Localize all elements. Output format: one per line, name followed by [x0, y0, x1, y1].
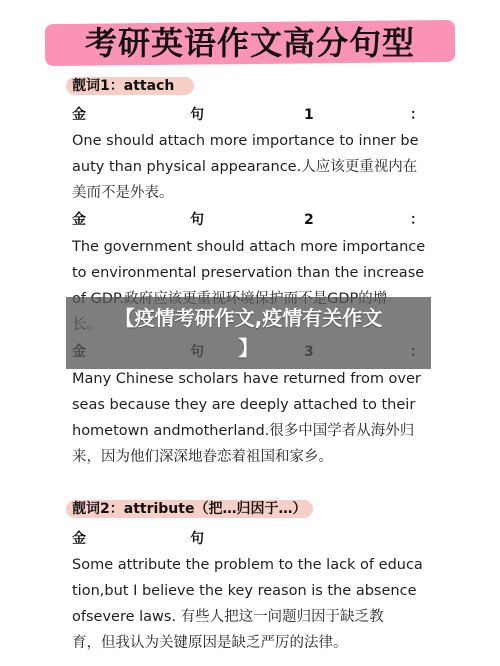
overlay-line: 【疫情考研作文,疫情有关作文	[114, 306, 383, 330]
section-heading-attribute	[72, 497, 306, 521]
label-char: 金	[72, 212, 86, 228]
label-char: 句	[190, 107, 204, 123]
text-line: seas because they are deeply attached to their	[72, 397, 416, 413]
label-colon: ：	[410, 107, 424, 123]
label-char: 句	[190, 531, 204, 547]
page-title: 考研英语作文高分句型	[84, 24, 415, 62]
label-char: 金	[72, 107, 86, 123]
label-colon: ：	[410, 212, 424, 228]
text-line: 美而不是外表。	[72, 185, 174, 201]
text-line: 育，但我认为关键原因是缺乏严厉的法律。	[72, 635, 348, 651]
text-line: Many Chinese scholars have returned from over	[72, 371, 421, 387]
sentence-text	[72, 128, 432, 206]
text-line: auty than physical appearance.人应该更重视内在	[72, 159, 418, 175]
section-heading-attach	[72, 74, 174, 98]
section-heading-text: 靓词2：attribute（把…归因于…）	[72, 501, 307, 517]
label-char: 句	[190, 212, 204, 228]
label-char: 金	[72, 531, 86, 547]
text-line: ofsevere laws. 有些人把这一问题归因于缺乏教	[72, 609, 384, 625]
label-number: 1	[304, 107, 314, 123]
sentence-text	[72, 366, 432, 470]
text-line: One should attach more importance to inner be	[72, 133, 419, 149]
text-line: Some attribute the problem to the lack of educa	[72, 557, 423, 573]
overlay-line: 】	[238, 336, 259, 360]
label-number: 2	[304, 212, 314, 228]
article-title-overlay	[66, 297, 431, 369]
text-line: to environmental preservation than the increase	[72, 265, 425, 281]
text-line: hometown andmotherland.很多中国学者从海外归	[72, 423, 415, 439]
title-area	[50, 10, 450, 70]
sentence-label-row	[72, 208, 424, 232]
text-line: 来，因为他们深深地眷恋着祖国和家乡。	[72, 449, 333, 465]
sentence-label-row	[72, 103, 424, 127]
sentence-label-row	[72, 527, 417, 551]
overlay-title	[66, 303, 431, 363]
text-line: tion,but I believe the key reason is the absence	[72, 583, 417, 599]
section-heading-text: 靓词1：attach	[72, 78, 175, 94]
text-line: The government should attach more importance	[72, 239, 426, 255]
sentence-text	[72, 552, 432, 656]
